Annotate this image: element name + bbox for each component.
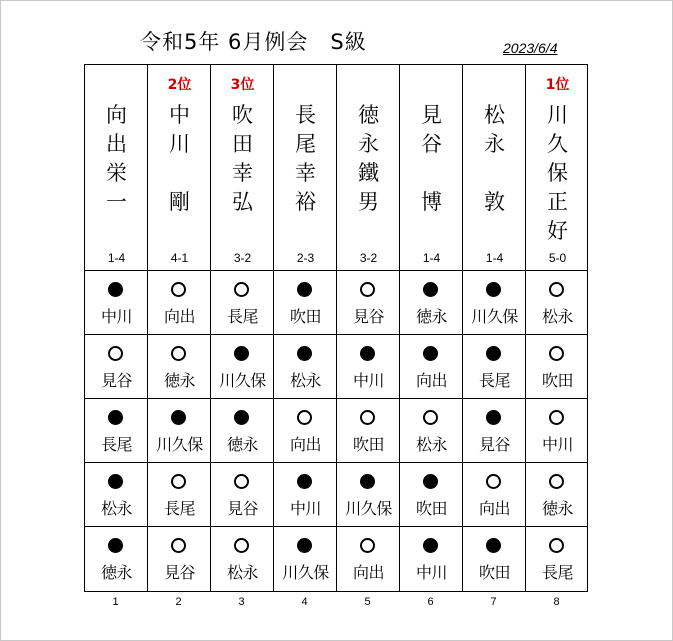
opponent-name: 吹田 [478,563,510,582]
opponent-name: 徳永 [100,563,132,582]
column-number: 7 [490,596,497,608]
column-number: 6 [427,596,434,608]
event-date: 2023/6/4 [503,40,558,56]
win-circle-icon [549,346,564,361]
result-cell [400,335,463,399]
result-cell [211,527,274,591]
loss-circle-icon [234,346,249,361]
loss-circle-icon [108,538,123,553]
player-record: 3-2 [233,251,252,265]
page-title: 令和5年 6月例会 S級 [140,30,367,54]
win-circle-icon [234,282,249,297]
result-cell [274,463,337,527]
loss-circle-icon [423,538,438,553]
opponent-name: 川久保 [156,435,203,454]
player-header [211,65,274,270]
opponent-name: 徳永 [226,435,258,454]
opponent-name: 吹田 [289,307,321,326]
result-cell [526,335,589,399]
player-name: 長 尾 幸 裕 [295,103,316,214]
opponent-name: 中川 [541,435,573,454]
result-cell [85,463,148,527]
player-rank: 3位 [230,77,255,93]
win-circle-icon [486,474,501,489]
opponent-name: 見谷 [352,307,384,326]
opponent-name: 松永 [100,499,132,518]
player-header [526,65,589,270]
loss-circle-icon [360,346,375,361]
loss-circle-icon [297,538,312,553]
win-circle-icon [171,282,186,297]
opponent-name: 吹田 [352,435,384,454]
loss-circle-icon [423,282,438,297]
result-cell [400,399,463,463]
column-number: 3 [238,596,245,608]
win-circle-icon [171,346,186,361]
result-cell [274,271,337,335]
opponent-name: 見谷 [226,499,258,518]
player-rank: 1位 [545,77,570,93]
result-cell [148,335,211,399]
opponent-name: 松永 [226,563,258,582]
win-circle-icon [423,410,438,425]
results-table [84,64,588,592]
opponent-name: 吹田 [415,499,447,518]
player-rank: 2位 [167,77,192,93]
player-header [148,65,211,270]
result-cell [463,463,526,527]
opponent-name: 見谷 [478,435,510,454]
player-name: 徳 永 鐵 男 [358,103,379,214]
opponent-name: 向出 [478,499,510,518]
player-name: 川 久 保 正 好 [547,103,568,243]
opponent-name: 松永 [415,435,447,454]
result-cell [211,271,274,335]
player-record: 1-4 [485,251,504,265]
result-cell [400,463,463,527]
loss-circle-icon [360,474,375,489]
loss-circle-icon [423,474,438,489]
column-number: 4 [301,596,308,608]
result-cell [526,271,589,335]
result-cell [211,463,274,527]
result-cell [337,527,400,591]
result-cell [148,463,211,527]
result-cell [400,271,463,335]
player-header [400,65,463,270]
win-circle-icon [549,538,564,553]
opponent-name: 長尾 [163,499,195,518]
result-cell [211,335,274,399]
win-circle-icon [360,410,375,425]
opponent-name: 川久保 [345,499,392,518]
player-record: 4-1 [170,251,189,265]
loss-circle-icon [486,346,501,361]
loss-circle-icon [486,410,501,425]
result-cell [274,335,337,399]
player-name: 向 出 栄 一 [106,103,127,214]
opponent-name: 中川 [289,499,321,518]
loss-circle-icon [108,410,123,425]
result-cell [85,335,148,399]
result-cell [526,399,589,463]
opponent-name: 向出 [289,435,321,454]
win-circle-icon [360,282,375,297]
opponent-name: 向出 [163,307,195,326]
player-record: 3-2 [359,251,378,265]
column-number: 2 [175,596,182,608]
opponent-name: 吹田 [541,371,573,390]
column-number: 5 [364,596,371,608]
result-cell [337,463,400,527]
loss-circle-icon [297,282,312,297]
win-circle-icon [234,474,249,489]
win-circle-icon [171,474,186,489]
player-header [337,65,400,270]
result-cell [148,399,211,463]
loss-circle-icon [297,474,312,489]
result-cell [337,335,400,399]
result-cell [463,527,526,591]
result-cell [85,399,148,463]
player-name: 松 永 敦 [484,103,505,214]
player-record: 5-0 [548,251,567,265]
opponent-name: 川久保 [282,563,329,582]
win-circle-icon [234,538,249,553]
opponent-name: 見谷 [100,371,132,390]
column-number: 1 [112,596,119,608]
result-cell [337,271,400,335]
opponent-name: 松永 [541,307,573,326]
result-cell [274,527,337,591]
column-number: 8 [553,596,560,608]
player-header [85,65,148,270]
opponent-name: 長尾 [478,371,510,390]
win-circle-icon [297,410,312,425]
opponent-name: 中川 [352,371,384,390]
player-record: 2-3 [296,251,315,265]
result-cell [85,271,148,335]
result-cell [148,527,211,591]
win-circle-icon [360,538,375,553]
player-record: 1-4 [422,251,441,265]
loss-circle-icon [108,282,123,297]
opponent-name: 中川 [415,563,447,582]
opponent-name: 徳永 [415,307,447,326]
win-circle-icon [549,282,564,297]
opponent-name: 川久保 [219,371,266,390]
result-cell [148,271,211,335]
result-cell [211,399,274,463]
opponent-name: 中川 [100,307,132,326]
result-cell [85,527,148,591]
loss-circle-icon [171,410,186,425]
win-circle-icon [549,410,564,425]
result-cell [400,527,463,591]
result-cell [463,335,526,399]
opponent-name: 長尾 [100,435,132,454]
player-header [463,65,526,270]
opponent-name: 長尾 [226,307,258,326]
player-name: 中 川 剛 [169,103,190,214]
opponent-name: 見谷 [163,563,195,582]
result-cell [274,399,337,463]
win-circle-icon [108,346,123,361]
player-name: 吹 田 幸 弘 [232,103,253,214]
result-cell [526,527,589,591]
win-circle-icon [549,474,564,489]
opponent-name: 松永 [289,371,321,390]
loss-circle-icon [486,538,501,553]
loss-circle-icon [297,346,312,361]
opponent-name: 徳永 [163,371,195,390]
opponent-name: 川久保 [471,307,518,326]
player-header [274,65,337,270]
opponent-name: 長尾 [541,563,573,582]
result-cell [463,271,526,335]
loss-circle-icon [423,346,438,361]
result-cell [526,463,589,527]
loss-circle-icon [486,282,501,297]
opponent-name: 徳永 [541,499,573,518]
opponent-name: 向出 [352,563,384,582]
loss-circle-icon [234,410,249,425]
result-cell [337,399,400,463]
loss-circle-icon [108,474,123,489]
player-record: 1-4 [107,251,126,265]
player-name: 見 谷 博 [421,103,442,214]
result-cell [463,399,526,463]
win-circle-icon [171,538,186,553]
opponent-name: 向出 [415,371,447,390]
